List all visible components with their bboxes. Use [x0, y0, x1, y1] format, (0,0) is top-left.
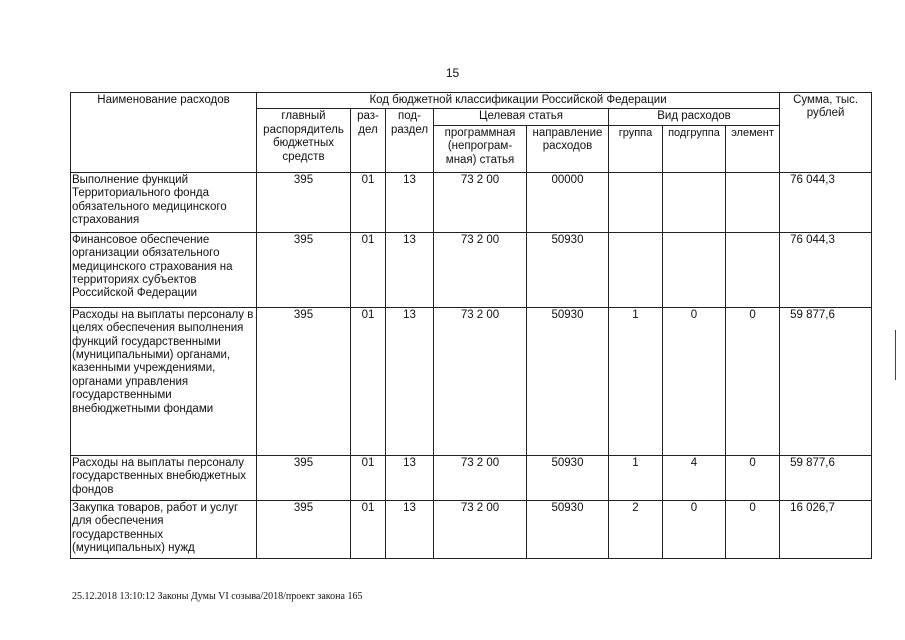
cell-group: [609, 232, 663, 307]
cell-element: [726, 172, 780, 232]
cell-subsection: 13: [386, 172, 434, 232]
cell-element: 0: [726, 307, 780, 455]
table-row: [71, 232, 872, 307]
cell-direction: 50930: [527, 307, 609, 455]
header-subsection: под-раздел: [386, 109, 434, 172]
cell-subsection: 13: [386, 500, 434, 558]
table-body: [71, 172, 872, 558]
cell-subgroup: [663, 172, 726, 232]
header-main-manager: главный распорядитель бюджетных средств: [257, 109, 351, 172]
cell-name: Расходы на выплаты персоналу в целях обеспечения выполнения функций государственными (муниципальными) органами, казенными учреждениями, органами управления государственными внебюджетными фондами: [71, 307, 257, 455]
cell-group: 1: [609, 307, 663, 455]
cell-program: 73 2 00: [434, 172, 527, 232]
cell-program: 73 2 00: [434, 455, 527, 500]
cell-direction: 50930: [527, 455, 609, 500]
cell-name: Финансовое обеспечение организации обязательного медицинского страхования на территориях субъектов Российской Федерации: [71, 232, 257, 307]
cell-name: Выполнение функций Территориального фонда обязательного медицинского страхования: [71, 172, 257, 232]
cell-section: 01: [351, 232, 386, 307]
cell-element: [726, 232, 780, 307]
cell-subgroup: 0: [663, 307, 726, 455]
cell-sum: 59 877,6: [780, 307, 872, 455]
header-direction: направление расходов: [527, 125, 609, 172]
header-code-group: Код бюджетной классификации Российской Федерации: [257, 93, 780, 109]
cell-sum: 16 026,7: [780, 500, 872, 558]
cell-section: 01: [351, 307, 386, 455]
document-footer: 25.12.2018 13:10:12 Законы Думы VI созыва/2018/проект закона 165: [72, 591, 363, 602]
cell-name: Закупка товаров, работ и услуг для обеспечения государственных (муниципальных) нужд: [71, 500, 257, 558]
cell-manager: 395: [257, 172, 351, 232]
cell-element: 0: [726, 500, 780, 558]
cell-name: Расходы на выплаты персоналу государственных внебюджетных фондов: [71, 455, 257, 500]
header-expense-type: Вид расходов: [609, 109, 780, 125]
cell-sum: 59 877,6: [780, 455, 872, 500]
cell-section: 01: [351, 500, 386, 558]
cell-section: 01: [351, 455, 386, 500]
cell-direction: 50930: [527, 232, 609, 307]
cell-subsection: 13: [386, 307, 434, 455]
cell-direction: 00000: [527, 172, 609, 232]
header-group: группа: [609, 125, 663, 172]
table-row: [71, 307, 872, 455]
header-target-article: Целевая статья: [434, 109, 609, 125]
scan-edge-mark: [895, 330, 896, 380]
budget-table: [70, 92, 872, 559]
cell-program: 73 2 00: [434, 232, 527, 307]
cell-sum: 76 044,3: [780, 232, 872, 307]
cell-group: [609, 172, 663, 232]
header-name: Наименование расходов: [71, 93, 257, 173]
cell-subsection: 13: [386, 232, 434, 307]
table-row: [71, 455, 872, 500]
header-program: программная (непрограм-мная) статья: [434, 125, 527, 172]
cell-element: 0: [726, 455, 780, 500]
cell-program: 73 2 00: [434, 500, 527, 558]
table-row: [71, 500, 872, 558]
header-subgroup: подгруппа: [663, 125, 726, 172]
table-row: [71, 172, 872, 232]
page-number: 15: [445, 66, 460, 80]
header-section: раз-дел: [351, 109, 386, 172]
cell-group: 1: [609, 455, 663, 500]
cell-section: 01: [351, 172, 386, 232]
table-header: [71, 93, 872, 173]
cell-manager: 395: [257, 232, 351, 307]
cell-manager: 395: [257, 455, 351, 500]
cell-group: 2: [609, 500, 663, 558]
header-element: элемент: [726, 125, 780, 172]
cell-subgroup: 4: [663, 455, 726, 500]
cell-subgroup: 0: [663, 500, 726, 558]
cell-sum: 76 044,3: [780, 172, 872, 232]
cell-direction: 50930: [527, 500, 609, 558]
cell-subgroup: [663, 232, 726, 307]
cell-subsection: 13: [386, 455, 434, 500]
cell-manager: 395: [257, 307, 351, 455]
cell-manager: 395: [257, 500, 351, 558]
header-sum: Сумма, тыс. рублей: [780, 93, 872, 173]
cell-program: 73 2 00: [434, 307, 527, 455]
